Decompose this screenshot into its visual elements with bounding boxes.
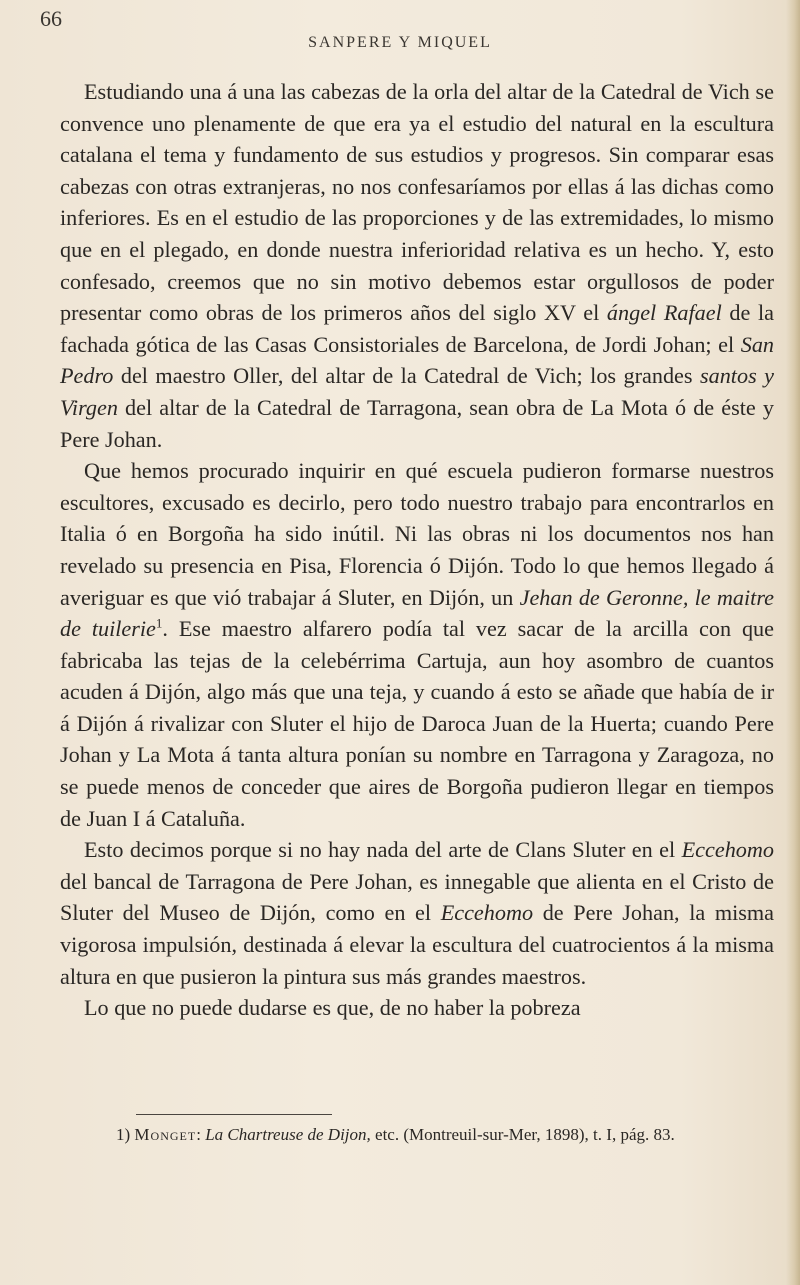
text-run: del altar de la Catedral de Tarragona, sean obra de La Mota ó de éste y Pere Johan. xyxy=(60,394,774,452)
footnote-reference: 1 xyxy=(155,615,163,631)
italic-text: Eccehomo xyxy=(440,900,534,926)
text-run: de la fachada gótica de las Casas Consistoriales de Barcelona, de Jordi Johan; el xyxy=(60,300,774,357)
text-run: del bancal de Tarragona de Pere Johan, es innegable que alienta en el Cristo de Sluter del Museo de Dijón, como en el xyxy=(60,868,774,926)
page-number: 66 xyxy=(40,6,62,31)
italic-text: Jehan de Geronne, le maitre de tuilerie xyxy=(60,584,774,642)
text-run: . Ese maestro alfarero podía tal vez sacar de la arcilla con que fabricaba las tejas de la celebérrima Cartuja, aun hoy asombro de cuantos acuden á Dijón, algo más que una teja, y cuando á esto se añade que había de ir á Dijón á rivalizar con Sluter el hijo de Daroca Juan de la Huerta; cuando Pere Johan y La Mota á tanta altura ponían su nombre en Tarragona y Zaragoza, no se puede menos de conceder que aires de Borgoña pudieron llegar en tiempos de Juan I á Cataluña. xyxy=(60,616,774,831)
text-run: Estudiando una á una las cabezas de la orla del altar de la Catedral de Vich se convence uno plenamente de que era ya el estudio del natural en la escultura catalana el tema y fundamento de sus estudios y progresos. Sin comparar esas cabezas con otras extranjeras, no nos confesaríamos por ellas á las dichas como inferiores. Es en el estudio de las proporciones y de las extremidades, lo mismo que en el plegado, en donde nuestra inferioridad relativa es un hecho. Y, esto confesado, creemos que no sin motivo debemos estar orgullosos de poder presentar como obras de los primeros años del siglo XV el xyxy=(60,79,774,326)
paragraph xyxy=(60,992,774,1024)
footnote-details: etc. (Montreuil-sur-Mer, 1898), t. I, pág. 83. xyxy=(370,1125,675,1144)
text-run: de Pere Johan, la misma vigorosa impulsión, destinada á elevar la escultura del cuatrocientos á la misma altura en que pusieron la pintura sus más grandes maestros. xyxy=(60,900,775,989)
running-head: SANPERE Y MIQUEL xyxy=(308,34,492,51)
footnote-author: Monget xyxy=(134,1125,197,1144)
paragraph xyxy=(60,834,774,992)
footnote-title: La Chartreuse de Dijon, xyxy=(205,1125,371,1144)
paragraph xyxy=(60,76,774,455)
text-run: Esto decimos porque si no hay nada del arte de Clans Sluter en el xyxy=(84,837,682,863)
text-run: Que hemos procurado inquirir en qué escuela pudieron formarse nuestros escultores, excusado es decirlo, pero todo nuestro trabajo para encontrarlos en Italia ó en Borgoña ha sido inútil. Ni las obras ni los documentos nos han revelado su presencia en Pisa, Florencia ó Dijón. Todo lo que hemos llegado á averiguar es que vió trabajar á Sluter, en Dijón, un xyxy=(60,458,774,610)
text-run: Lo que no puede dudarse es que, de no haber la pobreza xyxy=(84,995,581,1021)
page-edge-shadow xyxy=(786,0,800,1285)
footnote-separator: : xyxy=(196,1125,206,1144)
italic-text: santos y Virgen xyxy=(60,363,775,420)
text-run: del maestro Oller, del altar de la Catedral de Vich; los grandes xyxy=(113,363,700,389)
paragraph xyxy=(60,455,774,834)
footnote-rule xyxy=(136,1114,332,1115)
italic-text: San Pedro xyxy=(60,331,774,389)
italic-text: ángel Rafael xyxy=(606,300,722,326)
footnote-mark: 1) xyxy=(116,1125,131,1144)
footnote xyxy=(116,1124,776,1146)
italic-text: Eccehomo xyxy=(681,837,774,863)
body-text xyxy=(60,76,774,1024)
